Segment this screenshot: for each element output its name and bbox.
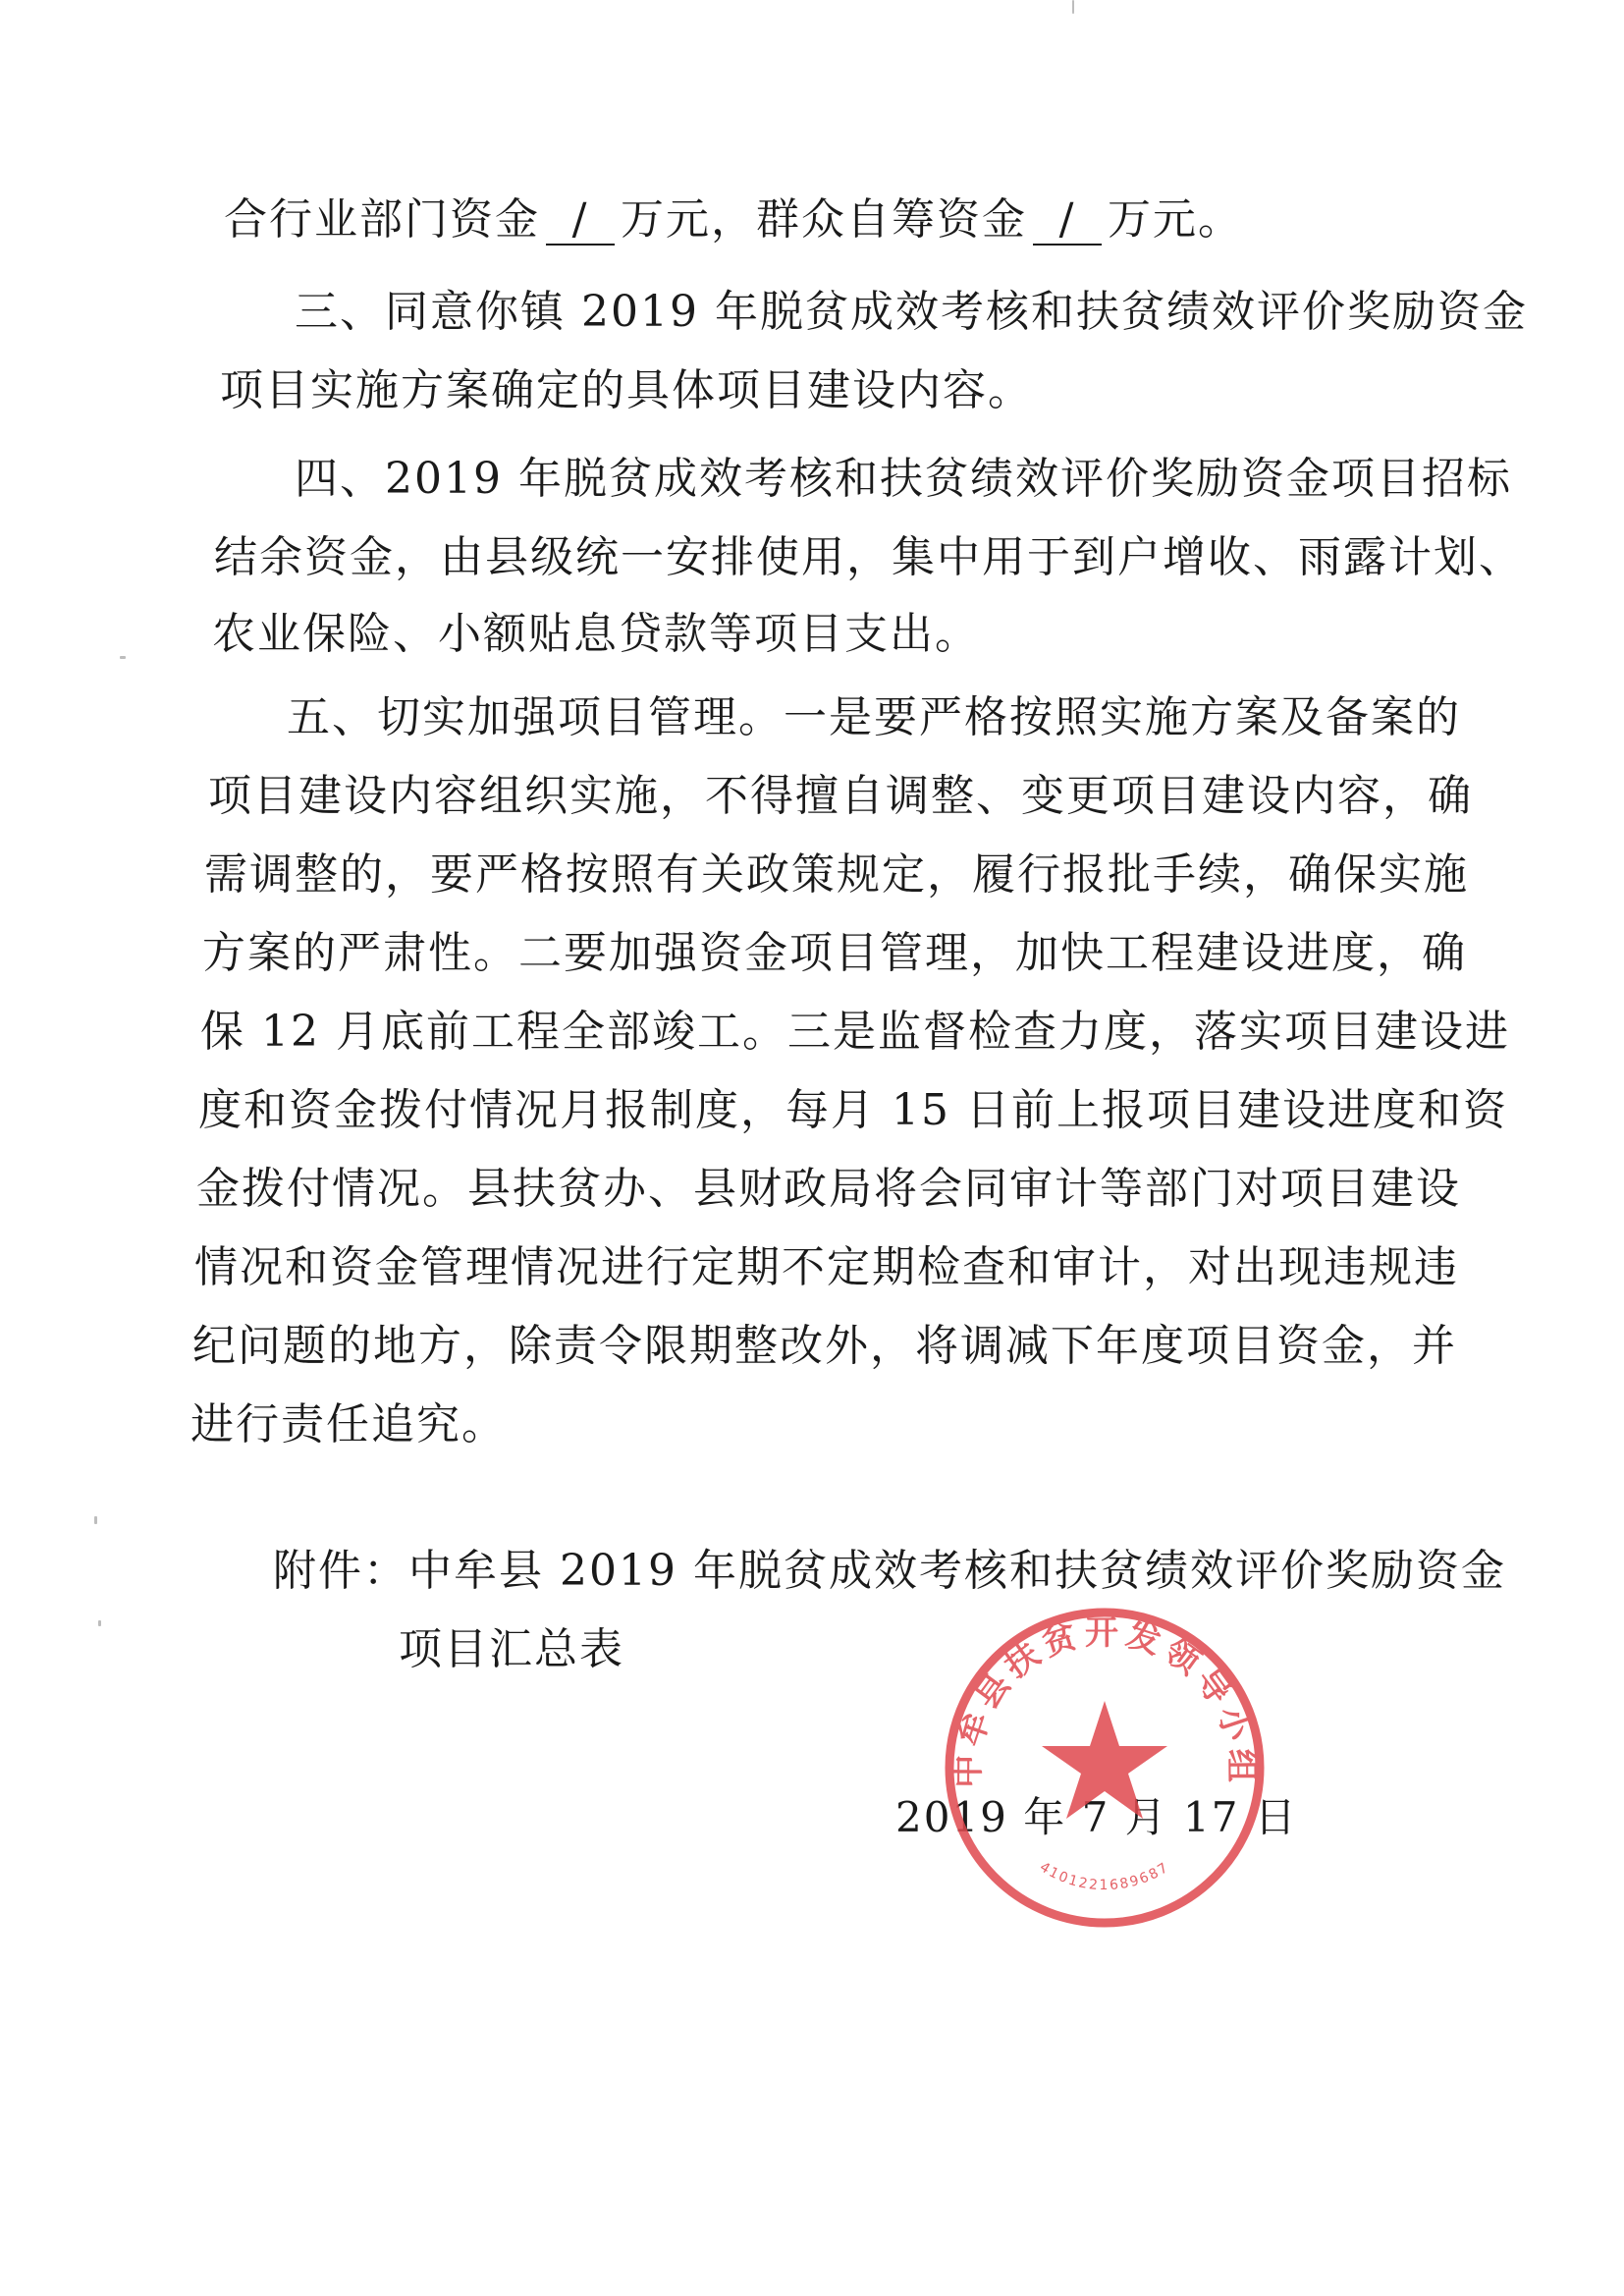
attachment-line-2: 项目汇总表 — [399, 1624, 624, 1674]
scan-speck — [94, 1516, 97, 1524]
paragraph-line: 结余资金，由县级统一安排使用，集中用于到户增收、雨露计划、 — [214, 532, 1524, 582]
paragraph-line: 进行责任追究。 — [190, 1399, 507, 1449]
funding-blank-2: / — [1033, 196, 1102, 246]
paragraph-line: 项目建设内容组织实施，不得擅自调整、变更项目建设内容，确 — [208, 771, 1473, 821]
document-date: 2019 年 7 月 17 日 — [895, 1793, 1298, 1841]
scan-speck — [1072, 0, 1074, 14]
paragraph-line: 纪问题的地方，除责令限期整改外，将调减下年度项目资金，并 — [192, 1321, 1457, 1371]
svg-text:中牟县扶贫开发领导小组: 中牟县扶贫开发领导小组 — [947, 1613, 1262, 1788]
funding-text-3: 万元。 — [1108, 194, 1243, 245]
scan-speck — [120, 656, 126, 659]
official-seal — [938, 1601, 1272, 1935]
funding-text-2: 万元，群众自筹资金 — [621, 194, 1027, 245]
paragraph-line: 项目实施方案确定的具体项目建设内容。 — [220, 365, 1033, 415]
paragraph-line: 金拨付情况。县扶贫办、县财政局将会同审计等部门对项目建设 — [196, 1164, 1461, 1214]
paragraph-line: 五、切实加强项目管理。一是要严格按照实施方案及备案的 — [287, 692, 1461, 742]
paragraph-line: 度和资金拨付情况月报制度，每月 15 日前上报项目建设进度和资 — [198, 1085, 1508, 1135]
paragraph-line: 需调整的，要严格按照有关政策规定，履行报批手续，确保实施 — [204, 849, 1469, 900]
funding-blank-1: / — [546, 196, 615, 246]
funding-text-1: 合行业部门资金 — [224, 194, 540, 245]
funding-line — [224, 192, 1243, 247]
paragraph-line: 农业保险、小额贴息贷款等项目支出。 — [212, 609, 980, 659]
paragraph-line: 三、同意你镇 2019 年脱贫成效考核和扶贫绩效评价奖励资金 — [295, 287, 1528, 337]
paragraph-line: 保 12 月底前工程全部竣工。三是监督检查力度，落实项目建设进 — [200, 1007, 1510, 1057]
paragraph-line: 四、2019 年脱贫成效考核和扶贫绩效评价奖励资金项目招标 — [295, 454, 1512, 504]
scan-speck — [98, 1620, 101, 1626]
paragraph-line: 情况和资金管理情况进行定期不定期检查和审计，对出现违规违 — [194, 1242, 1459, 1292]
paragraph-line: 方案的严肃性。二要加强资金项目管理，加快工程建设进度，确 — [202, 928, 1467, 978]
svg-text:4101221689687: 4101221689687 — [1036, 1859, 1173, 1894]
attachment-line-1: 附件：中牟县 2019 年脱贫成效考核和扶贫绩效评价奖励资金 — [273, 1546, 1506, 1596]
